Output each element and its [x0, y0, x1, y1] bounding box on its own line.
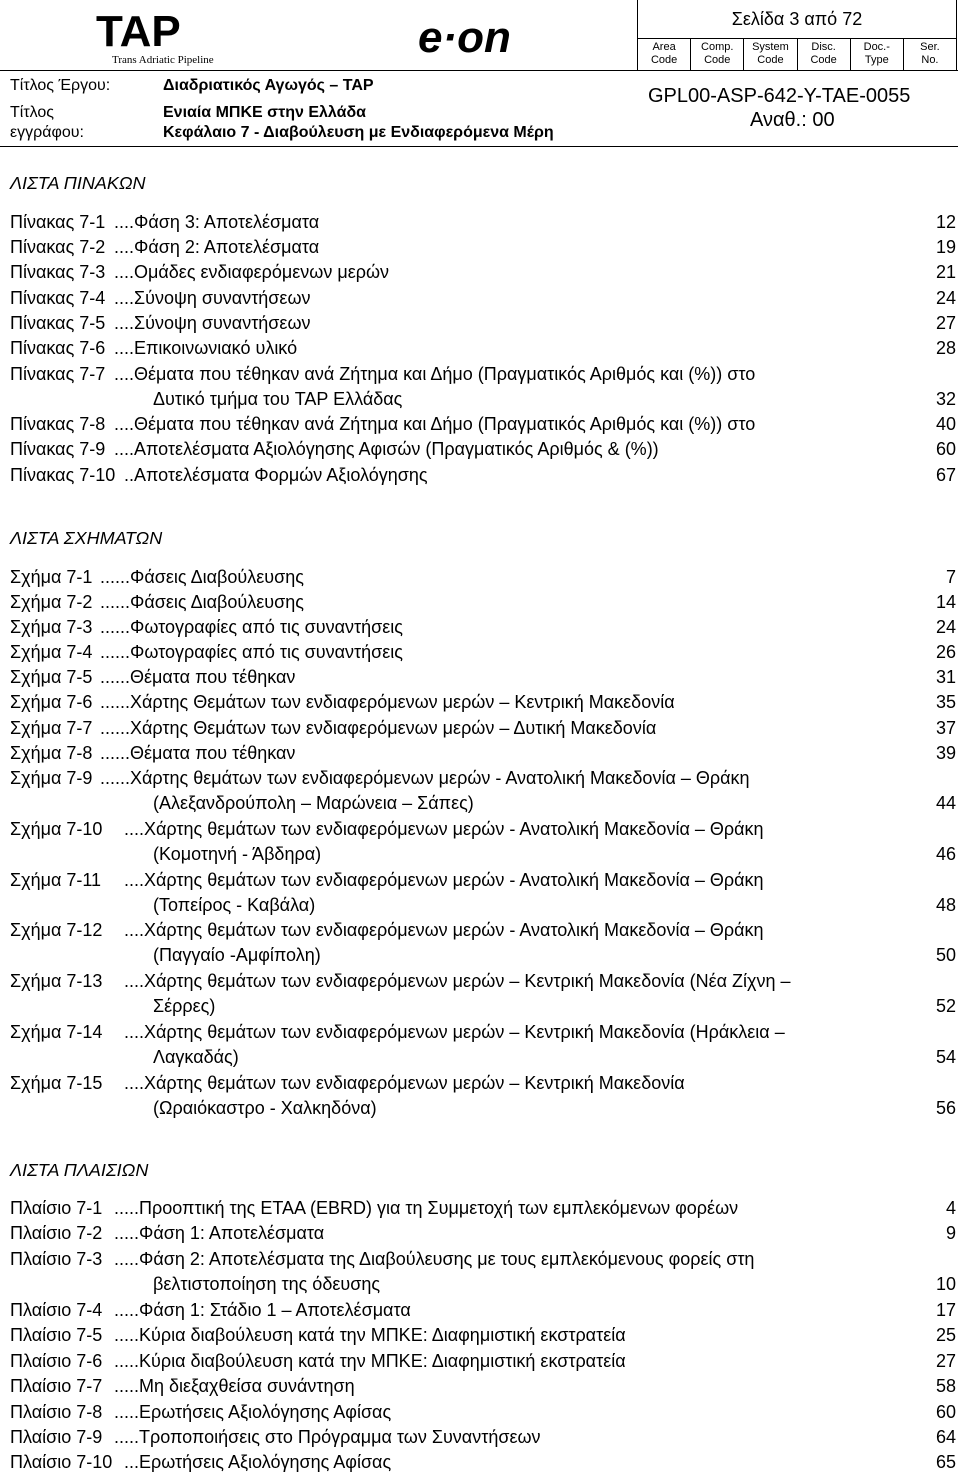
toc-entry-text-cont: Λαγκαδάς): [153, 1047, 239, 1067]
toc-entry-text: ....Χάρτης θεμάτων των ενδιαφερόμενων μερών - Ανατολική Μακεδονία – Θράκη: [124, 870, 764, 890]
document-title-label: Τίτλος: [10, 104, 55, 121]
toc-entry-page: 52: [935, 996, 956, 1016]
list-of-tables-title: ΛΙΣΤΑ ΠΙΝΑΚΩΝ: [10, 173, 146, 193]
toc-entry-text: ...Ερωτήσεις Αξιολόγησης Αφίσας: [124, 1452, 392, 1472]
code-columns: [638, 39, 956, 70]
toc-entry-label: Πλαίσιο 7-5: [10, 1325, 103, 1345]
toc-entry-page: 12: [935, 212, 956, 232]
toc-entry-label: Σχήμα 7-13: [10, 971, 103, 991]
toc-entry-page: 40: [935, 414, 956, 434]
code-label: Comp.: [701, 41, 734, 53]
code-label: Code: [757, 54, 784, 66]
toc-entry-page: 64: [935, 1427, 956, 1447]
toc-entry-label: Πίνακας 7-9: [10, 439, 106, 459]
toc-entry-label: Σχήμα 7-15: [10, 1073, 103, 1093]
toc-entry-text: ......Χάρτης Θεμάτων των ενδιαφερόμενων μερών – Κεντρική Μακεδονία: [100, 692, 675, 712]
toc-entry-label: Σχήμα 7-12: [10, 920, 103, 940]
toc-entry-page: 24: [935, 288, 956, 308]
revision-number: Αναθ.: 00: [750, 109, 835, 131]
toc-entry-text-cont: βελτιστοποίηση της όδευσης: [153, 1274, 381, 1294]
project-title-value: Διαδριατικός Αγωγός – TAP: [163, 77, 374, 94]
code-label: Doc.-: [863, 41, 890, 53]
toc-entry-page: 32: [935, 389, 956, 409]
toc-entry-text: ......Χάρτης θεμάτων των ενδιαφερόμενων μερών - Ανατολική Μακεδονία – Θράκη: [100, 768, 750, 788]
toc-entry-page: 60: [935, 1402, 956, 1422]
page-header: [0, 0, 960, 70]
tap-logo-graphic: [92, 8, 262, 66]
toc-entry-text-cont: (Ωραιόκαστρο - Χαλκηδόνα): [153, 1098, 377, 1118]
toc-entry-text: ....Φάση 3: Αποτελέσματα: [114, 212, 320, 232]
code-label: System: [752, 41, 789, 53]
toc-entry-label: Σχήμα 7-8: [10, 743, 93, 763]
toc-entry-page: 56: [935, 1098, 956, 1118]
toc-entry-text: .....Ερωτήσεις Αξιολόγησης Αφίσας: [114, 1402, 392, 1422]
toc-entry-page: 65: [935, 1452, 956, 1472]
toc-entry-text: ......Θέματα που τέθηκαν: [100, 667, 296, 687]
eon-logo-letters: e·on: [418, 14, 511, 60]
toc-entry-page: 67: [935, 465, 956, 485]
toc-entry-page: 27: [935, 1351, 956, 1371]
toc-entry-label: Πίνακας 7-3: [10, 262, 106, 282]
toc-entry-text: ....Επικοινωνιακό υλικό: [114, 338, 298, 358]
code-cell-serno: [904, 39, 956, 70]
toc-entry-text: ....Φάση 2: Αποτελέσματα: [114, 237, 320, 257]
toc-entry-page: 26: [935, 642, 956, 662]
toc-entry-text: .....Τροποποιήσεις στο Πρόγραμμα των Συναντήσεων: [114, 1427, 541, 1447]
toc-entry-label: Πλαίσιο 7-9: [10, 1427, 103, 1447]
toc-entry-text: ....Χάρτης θεμάτων των ενδιαφερόμενων μερών – Κεντρική Μακεδονία: [124, 1073, 685, 1093]
toc-entry-label: Πλαίσιο 7-10: [10, 1452, 113, 1472]
toc-entry-label: Σχήμα 7-7: [10, 718, 93, 738]
toc-entry-label: Σχήμα 7-5: [10, 667, 93, 687]
toc-entry-label: Σχήμα 7-10: [10, 819, 103, 839]
toc-entry-page: 7: [945, 567, 956, 587]
code-label: Code: [650, 54, 678, 66]
toc-entry-label: Πλαίσιο 7-6: [10, 1351, 103, 1371]
toc-entry-page: 4: [945, 1198, 956, 1218]
toc-entry-page: 9: [945, 1223, 956, 1243]
toc-entry-label: Πλαίσιο 7-3: [10, 1249, 103, 1269]
toc-entry-page: 54: [935, 1047, 956, 1067]
toc-entry-page: 44: [935, 793, 956, 813]
toc-entry-label: Πλαίσιο 7-8: [10, 1402, 103, 1422]
toc-entry-text: ......Χάρτης Θεμάτων των ενδιαφερόμενων μερών – Δυτική Μακεδονία: [100, 718, 657, 738]
toc-entry-text: ....Αποτελέσματα Αξιολόγησης Αφισών (Πραγματικός Αριθμός & (%)): [114, 439, 659, 459]
toc-entry-label: Σχήμα 7-14: [10, 1022, 103, 1042]
toc-entry-text: ....Χάρτης θεμάτων των ενδιαφερόμενων μερών - Ανατολική Μακεδονία – Θράκη: [124, 920, 764, 940]
toc-entry-page: 50: [935, 945, 956, 965]
toc-entry-page: 46: [935, 844, 956, 864]
toc-entry-page: 27: [935, 313, 956, 333]
document-title-value: Ενιαία ΜΠΚΕ στην Ελλάδα: [163, 104, 366, 121]
toc-entry-text: ....Θέματα που τέθηκαν ανά Ζήτημα και Δήμο (Πραγματικός Αριθμός και (%)) στο: [114, 364, 756, 384]
toc-entry-text-cont: (Αλεξανδρούπολη – Μαρώνεια – Σάπες): [153, 793, 474, 813]
toc-entry-text: ....Σύνοψη συναντήσεων: [114, 313, 311, 333]
code-cell-comp: [691, 39, 744, 70]
toc-entry-text: ....Ομάδες ενδιαφερόμενων μερών: [114, 262, 390, 282]
toc-entry-text: ....Χάρτης θεμάτων των ενδιαφερόμενων μερών – Κεντρική Μακεδονία (Νέα Ζίχνη –: [124, 971, 791, 991]
toc-entry-text: .....Φάση 1: Αποτελέσματα: [114, 1223, 325, 1243]
toc-entry-text: ......Φάσεις Διαβούλευσης: [100, 567, 304, 587]
toc-entry-page: 25: [935, 1325, 956, 1345]
toc-entry-text: ....Σύνοψη συναντήσεων: [114, 288, 311, 308]
toc-entry-label: Σχήμα 7-11: [10, 870, 102, 890]
toc-entry-page: 60: [935, 439, 956, 459]
toc-entry-label: Πίνακας 7-6: [10, 338, 106, 358]
eon-logo: [418, 14, 542, 60]
toc-entry-page: 37: [935, 718, 956, 738]
code-label: Code: [704, 54, 731, 66]
toc-entry-text: .....Κύρια διαβούλευση κατά την ΜΠΚΕ: Διαφημιστική εκστρατεία: [114, 1351, 626, 1371]
toc-entry-text: ....Χάρτης θεμάτων των ενδιαφερόμενων μερών - Ανατολική Μακεδονία – Θράκη: [124, 819, 764, 839]
toc-entry-label: Πίνακας 7-8: [10, 414, 106, 434]
toc-entry-text: ......Φάσεις Διαβούλευσης: [100, 592, 304, 612]
chapter-title-value: Κεφάλαιο 7 - Διαβούλευση με Ενδιαφερόμενα Μέρη: [163, 124, 554, 141]
toc-entry-page: 48: [935, 895, 956, 915]
toc-entry-label: Πίνακας 7-1: [10, 212, 106, 232]
toc-entry-text: .....Φάση 2: Αποτελέσματα της Διαβούλευσης με τους εμπλεκόμενους φορείς στη: [114, 1249, 755, 1269]
toc-entry-text: ....Θέματα που τέθηκαν ανά Ζήτημα και Δήμο (Πραγματικός Αριθμός και (%)) στο: [114, 414, 756, 434]
code-label: Type: [864, 54, 889, 66]
toc-entry-page: 21: [935, 262, 956, 282]
toc-entry-label: Πίνακας 7-10: [10, 465, 116, 485]
toc-entry-text: ......Θέματα που τέθηκαν: [100, 743, 296, 763]
toc-entry-label: Σχήμα 7-9: [10, 768, 93, 788]
toc-entry-label: Πίνακας 7-2: [10, 237, 106, 257]
toc-entry-text-cont: (Παγγαίο -Αμφίπολη): [153, 945, 321, 965]
project-title-label: Τίτλος Έργου:: [10, 77, 111, 94]
toc-entry-text: .....Προοπτική της ΕΤΑΑ (EBRD) για τη Συμμετοχή των εμπλεκόμενων φορέων: [114, 1198, 739, 1218]
code-cell-disc: [798, 39, 851, 70]
toc-entry-text: ......Φωτογραφίες από τις συναντήσεις: [100, 642, 403, 662]
toc-entry-page: 14: [935, 592, 956, 612]
toc-entry-label: Πλαίσιο 7-4: [10, 1300, 103, 1320]
eon-logo-graphic: [418, 14, 542, 60]
toc-entry-text: .....Μη διεξαχθείσα συνάντηση: [114, 1376, 355, 1396]
toc-entry-label: Πλαίσιο 7-1: [10, 1198, 103, 1218]
toc-entry-text: ..Αποτελέσματα Φορμών Αξιολόγησης: [124, 465, 428, 485]
document-info-band: [0, 70, 958, 147]
toc-entry-page: 17: [935, 1300, 956, 1320]
toc-entry-text: ....Χάρτης θεμάτων των ενδιαφερόμενων μερών – Κεντρική Μακεδονία (Ηράκλεια –: [124, 1022, 785, 1042]
page-indicator: Σελίδα 3 από 72: [638, 0, 956, 39]
code-label: Ser.: [920, 41, 940, 53]
toc-entry-text: .....Φάση 1: Στάδιο 1 – Αποτελέσματα: [114, 1300, 411, 1320]
toc-entry-page: 24: [935, 617, 956, 637]
code-label: No.: [921, 54, 939, 66]
toc-entry-page: 31: [935, 667, 956, 687]
code-label: Code: [810, 54, 837, 66]
toc-entry-text-cont: (Κομοτηνή - Άβδηρα): [153, 844, 322, 864]
toc-entry-text: ......Φωτογραφίες από τις συναντήσεις: [100, 617, 403, 637]
toc-entry-text: .....Κύρια διαβούλευση κατά την ΜΠΚΕ: Διαφημιστική εκστρατεία: [114, 1325, 626, 1345]
tap-logo-subtitle: Trans Adriatic Pipeline: [112, 54, 214, 66]
code-label: Disc.: [811, 41, 836, 53]
tap-logo-letters: TAP: [96, 8, 181, 56]
code-label: Area: [652, 41, 676, 53]
toc-entry-page: 39: [935, 743, 956, 763]
document-code: GPL00-ASP-642-Y-TAE-0055: [648, 85, 911, 107]
toc-entry-label: Σχήμα 7-2: [10, 592, 93, 612]
toc-entry-label: Πλαίσιο 7-2: [10, 1223, 103, 1243]
toc-entry-page: 19: [935, 237, 956, 257]
toc-entry-page: 35: [935, 692, 956, 712]
toc-entry-text-cont: Δυτικό τμήμα του TAP Ελλάδας: [153, 389, 403, 409]
toc-entry-page: 58: [935, 1376, 956, 1396]
toc-entry-label: Σχήμα 7-3: [10, 617, 93, 637]
toc-entry-page: 28: [935, 338, 956, 358]
toc-entry-label: Πλαίσιο 7-7: [10, 1376, 103, 1396]
document-title-label-2: εγγράφου:: [10, 124, 84, 141]
document-code-panel: [637, 0, 957, 70]
toc-entry-text-cont: (Τοπείρος - Καβάλα): [153, 895, 316, 915]
toc-entry-page: 10: [935, 1274, 956, 1294]
list-of-boxes-title: ΛΙΣΤΑ ΠΛΑΙΣΙΩΝ: [10, 1160, 149, 1180]
toc-entry-label: Πίνακας 7-5: [10, 313, 106, 333]
toc-entry-label: Σχήμα 7-1: [10, 567, 93, 587]
tap-logo: [92, 8, 262, 66]
list-of-figures-title: ΛΙΣΤΑ ΣΧΗΜΑΤΩΝ: [10, 528, 163, 548]
toc-entry-label: Σχήμα 7-4: [10, 642, 93, 662]
toc-entry-label: Σχήμα 7-6: [10, 692, 93, 712]
toc-entry-label: Πίνακας 7-7: [10, 364, 106, 384]
toc-entry-text-cont: Σέρρες): [153, 996, 216, 1016]
code-cell-doctype: [851, 39, 904, 70]
code-cell-area: [638, 39, 691, 70]
code-cell-system: [744, 39, 797, 70]
toc-entry-label: Πίνακας 7-4: [10, 288, 106, 308]
